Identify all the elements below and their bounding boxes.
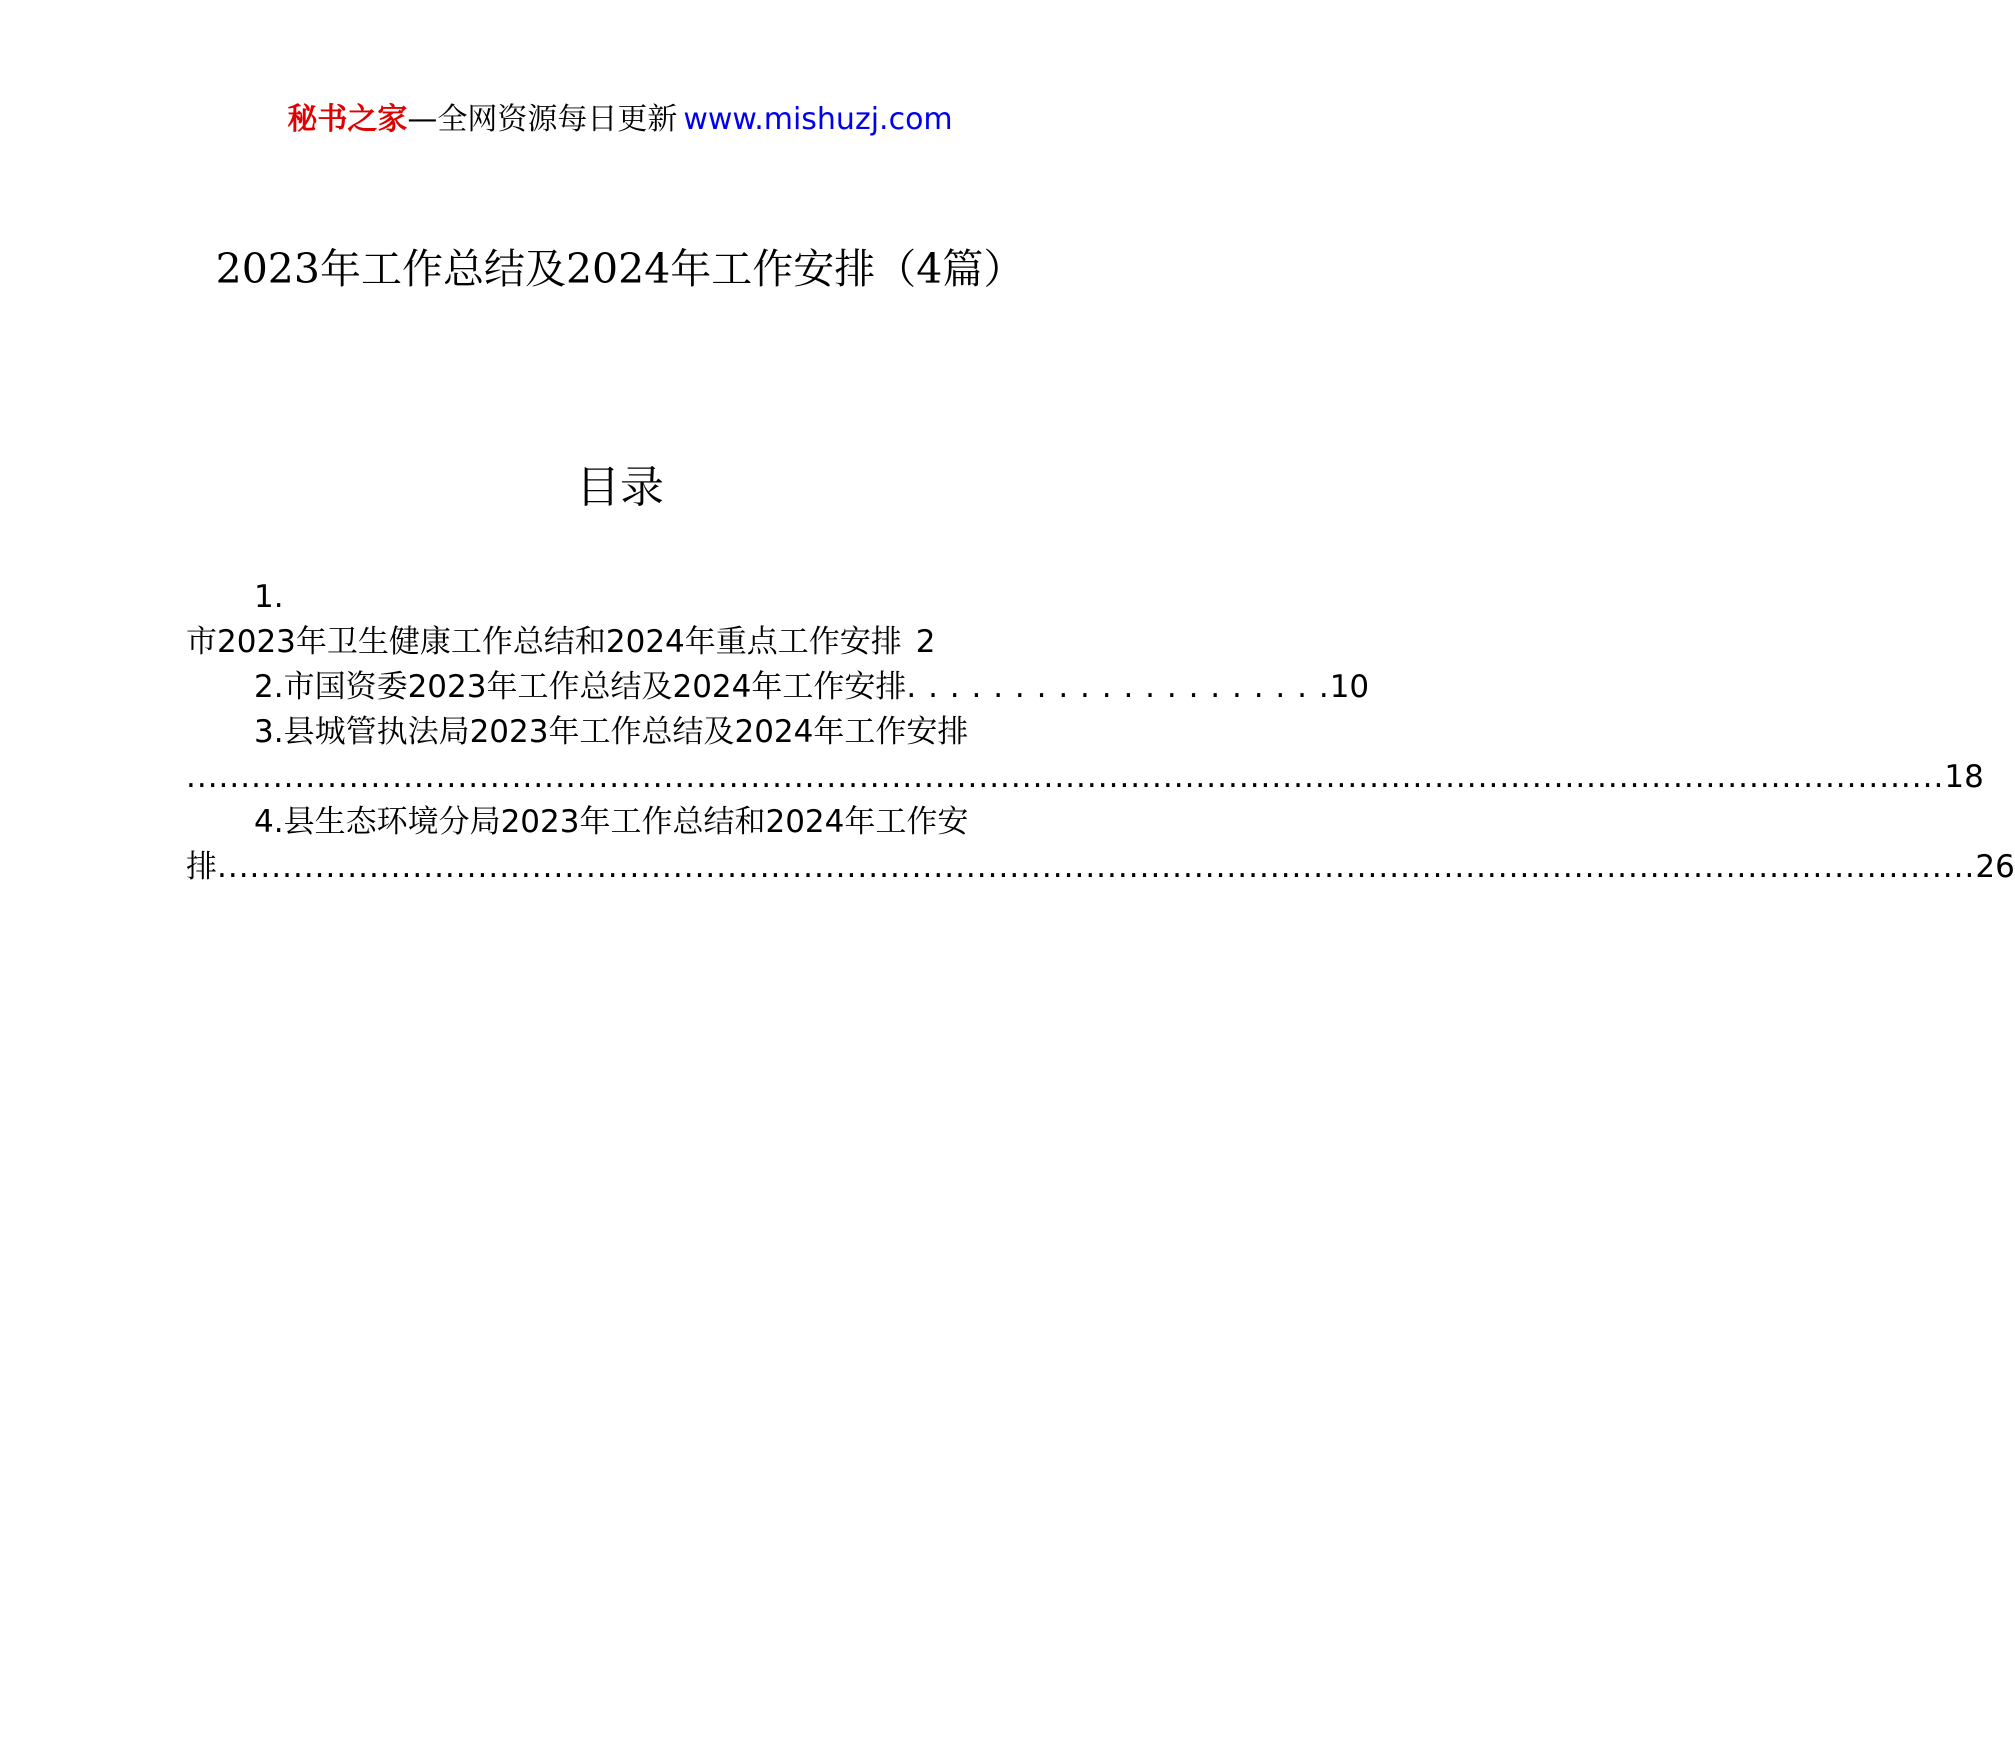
toc-entry-4[interactable]: [186, 800, 1052, 845]
toc-entry-title: 县生态环境分局2023年工作总结和2024年工作安: [283, 804, 969, 840]
toc-entry-title-continued: 排: [186, 849, 217, 885]
toc-dot-leader: ..................................................................................................................................................................: [186, 759, 1945, 795]
toc-heading: 目录: [576, 462, 664, 513]
toc-entry-title: 县城管执法局2023年工作总结及2024年工作安排: [283, 714, 969, 750]
toc-entry-1[interactable]: [186, 620, 1052, 665]
toc-dot-leader: . . . . . . . . . . . . . . . . . . . .: [906, 669, 1330, 705]
toc-entry-number: 3.: [254, 714, 284, 750]
toc-page-number: 10: [1329, 669, 1370, 705]
site-tagline: —全网资源每日更新: [407, 102, 678, 137]
table-of-contents: [186, 575, 2015, 890]
brand-name: 秘书之家: [287, 102, 408, 137]
toc-entry-number: 2.: [254, 669, 284, 705]
toc-dot-leader: ..................................................................................................................................................................: [217, 849, 1976, 885]
site-url-link[interactable]: www.mishuzj.com: [683, 102, 953, 137]
toc-entry-2[interactable]: [186, 665, 1370, 710]
site-header: [0, 100, 1240, 140]
toc-entry-title: 市国资委2023年工作总结及2024年工作安排: [283, 669, 907, 705]
toc-entry-number: 4.: [254, 804, 284, 840]
document-title: 2023年工作总结及2024年工作安排（4篇）: [215, 245, 1025, 293]
toc-page-number: 18: [1944, 759, 1984, 795]
toc-entry-title: 市2023年卫生健康工作总结和2024年重点工作安排: [186, 624, 902, 660]
toc-entry-number: 1.: [254, 579, 284, 615]
toc-entry-3-leader-line[interactable]: [186, 755, 1984, 800]
toc-entry-4-leader-line[interactable]: [186, 845, 2015, 890]
toc-page-number: 26: [1975, 849, 2015, 885]
toc-page-number: 2: [915, 624, 936, 660]
toc-entry-1-number-line[interactable]: [186, 575, 1052, 620]
toc-entry-3[interactable]: [186, 710, 1052, 755]
